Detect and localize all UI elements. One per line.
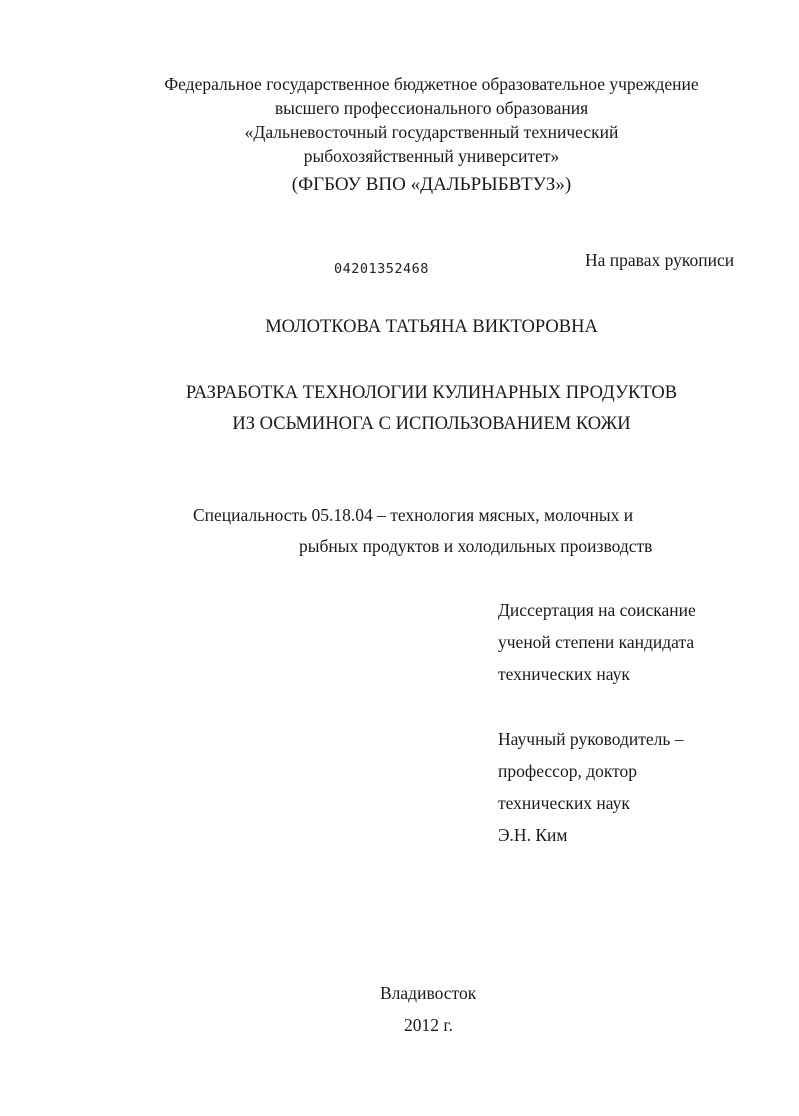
supervisor-line: профессор, доктор: [498, 761, 638, 781]
document-code: 04201352468: [334, 261, 429, 277]
city: Владивосток: [380, 983, 477, 1003]
institution-abbreviation: (ФГБОУ ВПО «ДАЛЬРЫБВТУЗ»): [291, 174, 572, 195]
degree-line: ученой степени кандидата: [498, 632, 695, 652]
specialty-line-2: рыбных продуктов и холодильных производств: [299, 536, 653, 556]
specialty-line-1: Специальность 05.18.04 – технология мясных, молочных и: [193, 505, 634, 525]
rights-note: На правах рукописи: [585, 250, 735, 270]
author-name: МОЛОТКОВА ТАТЬЯНА ВИКТОРОВНА: [265, 317, 598, 337]
year: 2012 г.: [404, 1015, 453, 1035]
institution-line: «Дальневосточный государственный технический: [244, 122, 619, 142]
institution-name: [32, 72, 799, 168]
institution-line: рыбохозяйственный университет»: [303, 146, 560, 166]
institution-line: высшего профессионального образования: [274, 98, 589, 118]
supervisor-line: Научный руководитель –: [498, 729, 684, 749]
supervisor-name: Э.Н. Ким: [498, 825, 568, 845]
dissertation-degree-block: [498, 594, 696, 690]
supervisor-block: [498, 723, 683, 851]
title-line: ИЗ ОСЬМИНОГА С ИСПОЛЬЗОВАНИЕМ КОЖИ: [232, 414, 631, 434]
supervisor-line: технических наук: [498, 793, 630, 813]
dissertation-title: [32, 378, 799, 440]
degree-line: технических наук: [498, 664, 630, 684]
institution-line: Федеральное государственное бюджетное образовательное учреждение: [164, 74, 699, 94]
title-line: РАЗРАБОТКА ТЕХНОЛОГИИ КУЛИНАРНЫХ ПРОДУКТОВ: [185, 383, 678, 403]
degree-line: Диссертация на соискание: [498, 600, 696, 620]
